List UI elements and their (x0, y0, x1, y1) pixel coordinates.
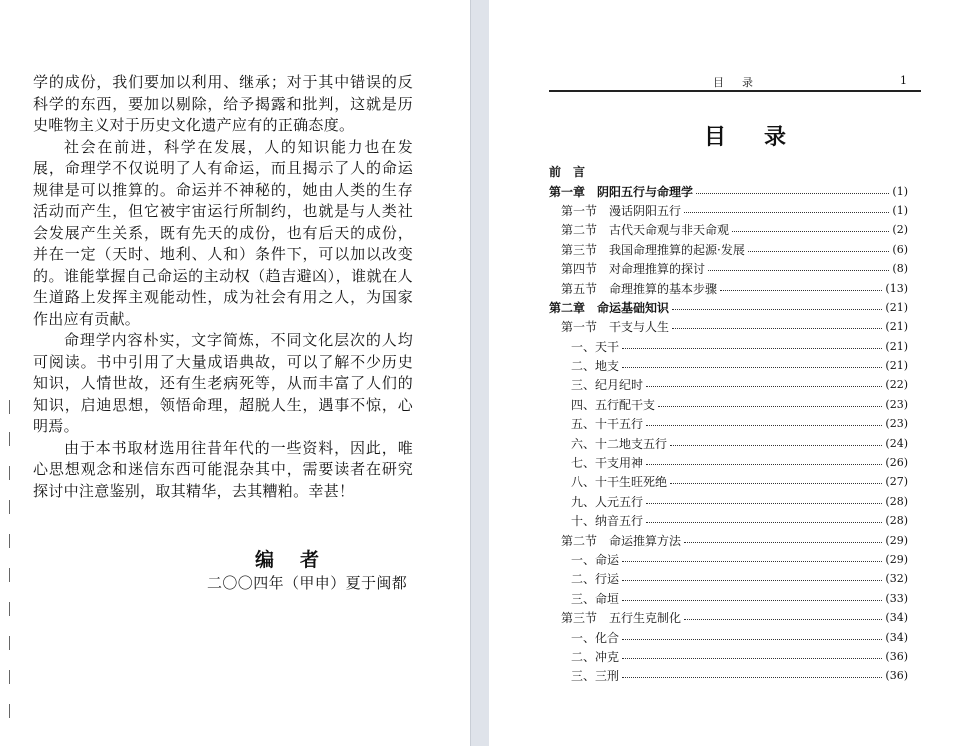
toc-leader-dots (622, 367, 882, 368)
preface-date: 二〇〇四年（甲申）夏于闽都 (207, 574, 408, 592)
toc-entry-label: 二、地支 (571, 359, 620, 374)
toc-leader-dots (720, 290, 882, 291)
toc-leader-dots (646, 464, 882, 465)
toc-leader-dots (684, 619, 882, 620)
toc-leader-dots (646, 503, 882, 504)
preface-body (33, 72, 413, 502)
toc-entry (549, 647, 908, 666)
toc-entry (549, 608, 908, 627)
toc-entry-label: 十、纳音五行 (571, 514, 644, 529)
toc-entry (549, 220, 908, 239)
toc-entry-label: 九、人元五行 (571, 494, 644, 509)
toc-entry-page: (22) (885, 378, 908, 392)
toc-leader-dots (622, 658, 882, 659)
toc-entry-page: (21) (885, 300, 908, 314)
toc-entry-label: 二、冲克 (571, 649, 620, 664)
paragraph: 学的成份，我们要加以利用、继承；对于其中错误的反科学的东西，要加以剔除，给予揭露和批判，这就是历史唯物主义对于历史文化遗产应有的正确态度。 (33, 73, 413, 134)
toc-entry (549, 453, 908, 472)
toc-entry-label: 第二节 命运推算方法 (561, 533, 682, 548)
table-of-contents (549, 162, 908, 686)
toc-leader-dots (646, 522, 882, 523)
toc-entry-label: 第三节 我国命理推算的起源·发展 (561, 242, 745, 257)
page-edge-marks (9, 400, 11, 746)
toc-entry-page: (36) (885, 669, 908, 683)
toc-entry-label: 七、干支用神 (571, 456, 644, 471)
toc-entry (549, 395, 908, 414)
editor-signature: 编者 (255, 549, 346, 571)
toc-entry-page: (33) (885, 591, 908, 605)
paragraph: 社会在前进，科学在发展，人的知识能力也在发展，命理学不仅说明了人有命运，而且揭示了人的命运规律是可以推算的。命运并不神秘的，她由人类的生存活动而产生，但它被宇宙运行所制约，也就是与人类社会发展产生关系，既有先天的成份，也有后天的成份，并在一定（天时、地利、人和）条件下，可以加以改变的。谁能掌握自己命运的主动权（趋吉避凶），谁就在人生道路上发挥主观能动性，成为社会有用之人，为国家作出应有贡献。 (33, 137, 413, 328)
toc-entry-page: (27) (885, 475, 908, 489)
toc-entry-label: 一、天干 (571, 339, 620, 354)
toc-entry-page: (6) (892, 242, 908, 256)
paragraph: 由于本书取材选用往昔年代的一些资料，因此，唯心思想观念和迷信东西可能混杂其中，需要读者在研究探讨中注意鉴别，取其精华，去其糟粕。幸甚！ (33, 438, 413, 500)
toc-entry-page: (21) (885, 320, 908, 334)
toc-entry (549, 492, 908, 511)
toc-entry (549, 433, 908, 452)
toc-leader-dots (672, 328, 882, 329)
toc-entry (549, 278, 908, 297)
toc-entry-page: (1) (892, 203, 908, 217)
toc-entry-page: (28) (885, 494, 908, 508)
toc-entry-page: (32) (885, 572, 908, 586)
paragraph: 命理学内容朴实，文字简炼，不同文化层次的人均可阅读。书中引用了大量成语典故，可以了解不少历史知识，人情世故，还有生老病死等，从而丰富了人们的知识，启迪思想，领悟命理，超脱人生，遇事不惊，心明焉。 (33, 331, 413, 435)
toc-leader-dots (672, 309, 882, 310)
toc-entry-label: 二、行运 (571, 572, 620, 587)
toc-leader-dots (696, 193, 889, 194)
toc-leader-dots (670, 483, 882, 484)
toc-leader-dots (670, 445, 882, 446)
toc-entry (549, 356, 908, 375)
toc-entry-page: (8) (892, 262, 908, 276)
toc-leader-dots (658, 406, 882, 407)
toc-entry-page: (24) (885, 436, 908, 450)
toc-entry-page: (21) (885, 359, 908, 373)
toc-entry-label: 第三节 五行生克制化 (561, 611, 682, 626)
toc-leader-dots (684, 212, 889, 213)
toc-entry (549, 259, 908, 278)
toc-leader-dots (622, 639, 882, 640)
toc-leader-dots (646, 386, 882, 387)
toc-entry (549, 162, 908, 181)
toc-entry-page: (2) (892, 223, 908, 237)
toc-leader-dots (622, 561, 882, 562)
toc-entry-label: 三、纪月纪时 (571, 378, 644, 393)
toc-leader-dots (732, 231, 889, 232)
toc-entry-label: 三、命垣 (571, 591, 620, 606)
toc-leader-dots (622, 580, 882, 581)
toc-leader-dots (684, 542, 882, 543)
toc-title: 目录 (704, 125, 825, 150)
toc-entry-page: (21) (885, 339, 908, 353)
toc-entry-page: (23) (885, 397, 908, 411)
toc-leader-dots (748, 251, 890, 252)
toc-leader-dots (708, 270, 889, 271)
toc-entry-label: 六、十二地支五行 (571, 436, 668, 451)
toc-entry-label: 第一节 干支与人生 (561, 320, 670, 335)
toc-entry (549, 569, 908, 588)
toc-entry (549, 472, 908, 491)
toc-entry-page: (23) (885, 417, 908, 431)
toc-entry-label: 一、化合 (571, 630, 620, 645)
toc-entry (549, 298, 908, 317)
toc-leader-dots (622, 677, 882, 678)
toc-entry-page: (29) (885, 533, 908, 547)
running-header (549, 72, 921, 92)
toc-entry-page: (1) (892, 184, 908, 198)
toc-entry-label: 第二节 古代天命观与非天命观 (561, 223, 730, 238)
toc-entry-label: 四、五行配干支 (571, 397, 656, 412)
toc-entry-page: (29) (885, 553, 908, 566)
toc-entry-label: 第二章 命运基础知识 (549, 300, 670, 315)
toc-entry (549, 375, 908, 394)
toc-entry-page: (26) (885, 456, 908, 470)
toc-entry-label: 第五节 命理推算的基本步骤 (561, 281, 718, 296)
toc-entry (549, 240, 908, 259)
toc-entry-page: (13) (885, 281, 908, 295)
toc-entry-label: 一、命运 (571, 553, 620, 567)
toc-entry (549, 550, 908, 569)
toc-entry-page: (36) (885, 649, 908, 663)
toc-entry (549, 317, 908, 336)
toc-entry-label: 第四节 对命理推算的探讨 (561, 262, 706, 277)
left-page (0, 0, 470, 746)
toc-leader-dots (622, 600, 882, 601)
toc-entry-page: (28) (885, 514, 908, 528)
toc-entry (549, 337, 908, 356)
toc-entry-label: 前 言 (549, 165, 586, 180)
toc-entry-label: 三、三刑 (571, 669, 620, 684)
toc-entry-page: (34) (885, 611, 908, 625)
toc-entry (549, 201, 908, 220)
toc-entry (549, 666, 908, 685)
toc-entry-label: 八、十干生旺死绝 (571, 475, 668, 490)
toc-entry (549, 414, 908, 433)
toc-entry (549, 530, 908, 549)
toc-entry-label: 第一节 漫话阴阳五行 (561, 203, 682, 218)
header-label: 目录 (713, 76, 771, 89)
toc-entry-label: 五、十干五行 (571, 417, 644, 432)
toc-entry (549, 181, 908, 200)
toc-entry (549, 511, 908, 530)
toc-entry-page: (34) (885, 630, 908, 644)
toc-entry-label: 第一章 阴阳五行与命理学 (549, 184, 694, 199)
toc-entry (549, 589, 908, 608)
toc-leader-dots (622, 348, 882, 349)
toc-entry (549, 627, 908, 646)
page-number: 1 (900, 74, 907, 87)
toc-leader-dots (646, 425, 882, 426)
page-gutter (470, 0, 491, 746)
